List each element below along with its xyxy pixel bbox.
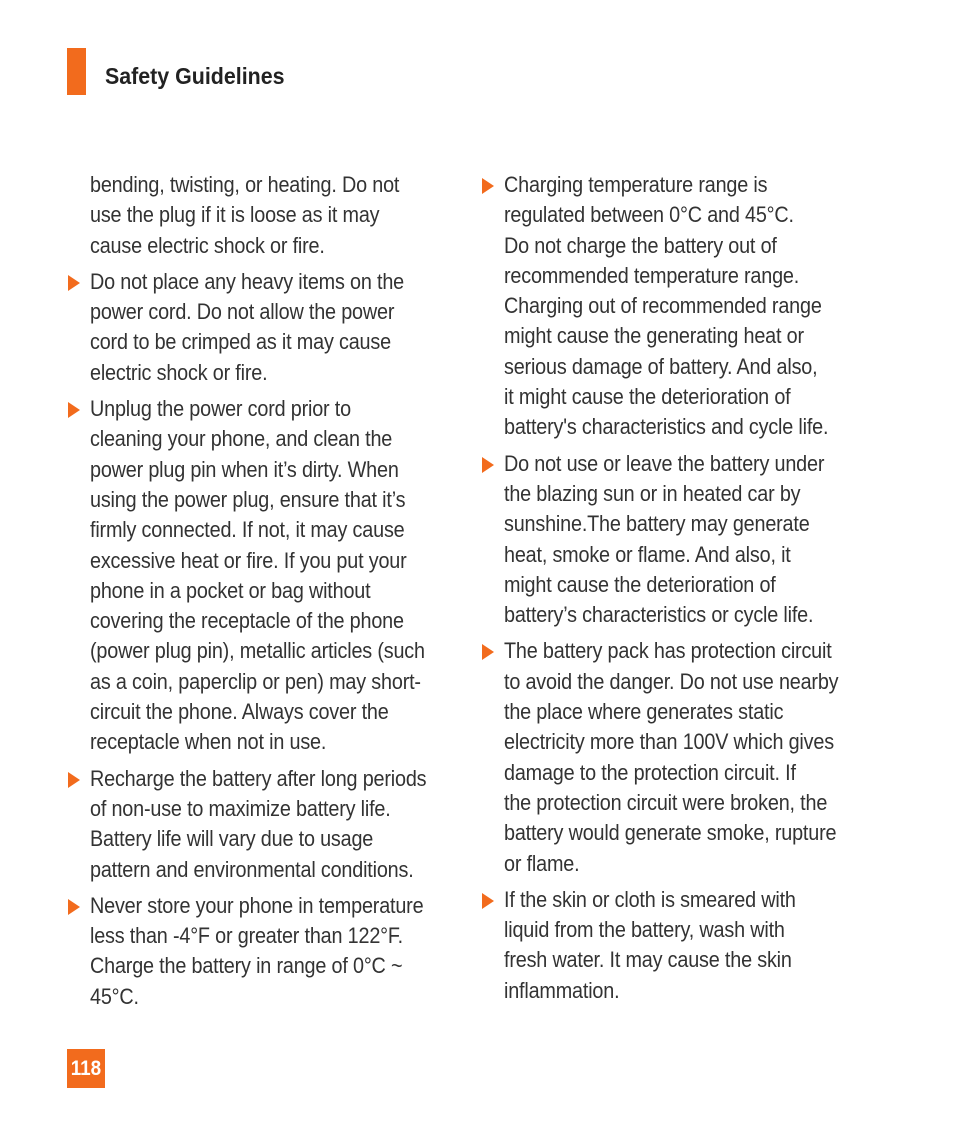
paragraph [66,170,456,261]
page-title: Safety Guidelines [105,63,285,89]
right-column [480,170,870,1012]
triangle-bullet-icon [482,893,494,909]
list-item-text: The battery pack has protection circuit to avoid the danger. Do not use nearby the place where generates static electricity more than 100V which gives damage to the protection circuit. If the protection circuit were broken, the battery would generate smoke, rupture or flame. [504,638,839,876]
section-marker [67,48,86,95]
list-item-text: Unplug the power cord prior to cleaning your phone, and clean the power plug pin when it’s dirty. When using the power plug, ensure that it’s firmly connected. If not, it may cause excessive heat or fire. If you put your phone in a pocket or bag without covering the receptacle of the phone (power plug pin), metallic articles (such as a coin, paperclip or pen) may short- circuit the phone. Always cover the receptacle when not in use. [90,396,425,755]
list-item-text: Never store your phone in temperature less than -4°F or greater than 122°F. Charge the battery in range of 0°C ~ 45°C. [90,892,424,1009]
triangle-bullet-icon [68,402,80,418]
triangle-bullet-icon [68,772,80,788]
triangle-bullet-icon [482,457,494,473]
triangle-bullet-icon [68,899,80,915]
triangle-bullet-icon [68,275,80,291]
list-item [480,449,870,631]
triangle-bullet-icon [482,178,494,194]
list-item [66,891,456,1012]
paragraph-text: bending, twisting, or heating. Do not use the plug if it is loose as it may cause electric shock or fire. [90,172,400,258]
list-item [480,885,870,1006]
page-number-badge [67,1049,105,1088]
list-item-text: Recharge the battery after long periods of non-use to maximize battery life. Battery life will vary due to usage pattern and environmental conditions. [90,765,427,882]
left-column [66,170,456,1018]
list-item-text: Do not use or leave the battery under the blazing sun or in heated car by sunshine.The battery may generate heat, smoke or flame. And also, it might cause the deterioration of battery’s characteristics or cycle life. [504,450,825,628]
list-item [480,636,870,878]
list-item-text: Do not place any heavy items on the power cord. Do not allow the power cord to be crimped as it may cause electric shock or fire. [90,268,405,385]
list-item-text: Charging temperature range is regulated between 0°C and 45°C. Do not charge the battery out of recommended temperature range. Charging out of recommended range might cause the generating heat or serious damage of battery. And also, it might cause the deterioration of battery's characteristics and cycle life. [504,172,829,440]
page-number: 118 [70,1057,102,1080]
list-item [480,170,870,443]
list-item [66,267,456,388]
triangle-bullet-icon [482,644,494,660]
list-item-text: If the skin or cloth is smeared with liquid from the battery, wash with fresh water. It may cause the skin inflammation. [504,886,796,1003]
list-item [66,764,456,885]
list-item [66,394,456,758]
